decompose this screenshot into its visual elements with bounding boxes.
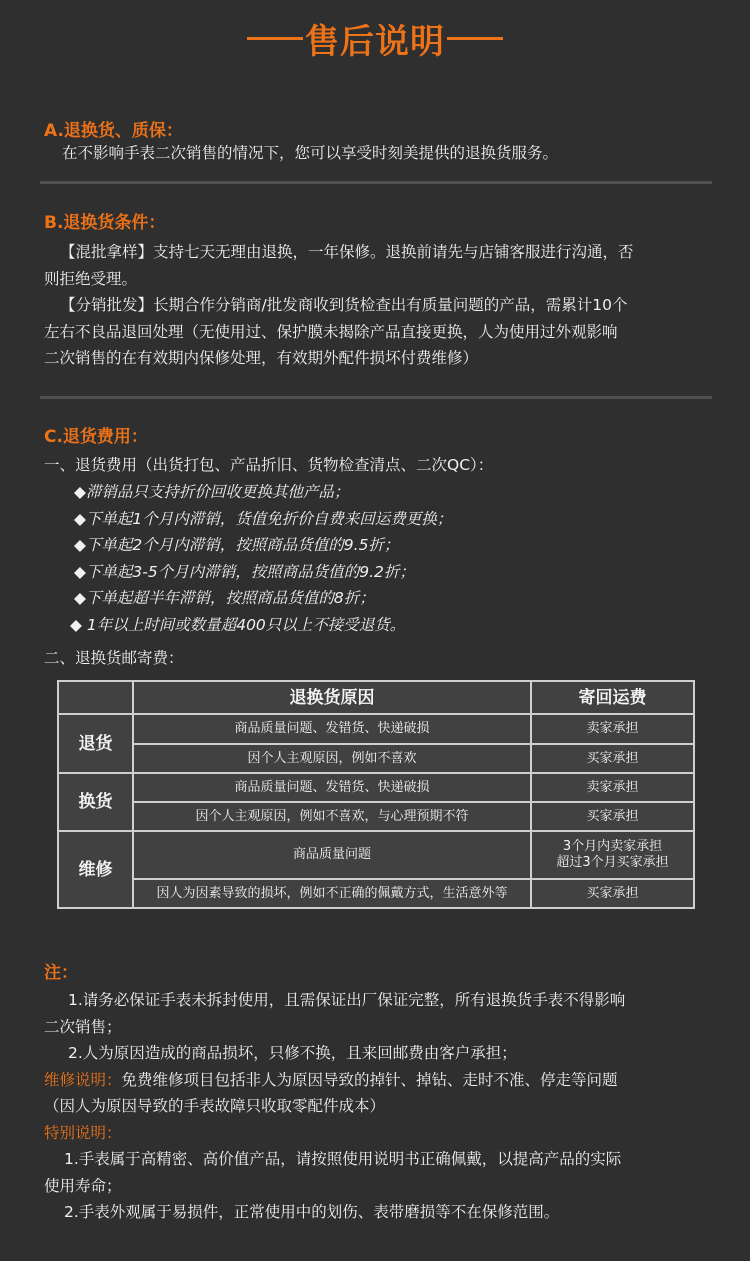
special-1-line2: 使用寿命； bbox=[44, 1176, 122, 1195]
section-c-heading: C.退货费用： bbox=[44, 427, 148, 447]
reason-cell: 因个人主观原因，例如不喜欢，与心理预期不符 bbox=[133, 802, 531, 831]
page-title bbox=[0, 14, 750, 63]
fee-cell bbox=[531, 831, 694, 879]
table-row bbox=[58, 831, 694, 879]
shipping-fee-table bbox=[57, 680, 695, 909]
notes-heading: 注： bbox=[44, 963, 78, 983]
return-fee-subheading: 一、退货费用（出货打包、产品折旧、货物检查清点、二次QC）： bbox=[44, 456, 494, 474]
table-header-row bbox=[58, 681, 694, 714]
notes-body bbox=[44, 987, 724, 1226]
table-header-cell: 退换货原因 bbox=[133, 681, 531, 714]
page-title-text: 售后说明 bbox=[305, 22, 445, 62]
bullet-item: ◆滞销品只支持折价回收更换其他产品； bbox=[74, 483, 350, 501]
section-a-heading: A.退换货、质保： bbox=[44, 121, 183, 141]
special-2: 2.手表外观属于易损件，正常使用中的划伤、表带磨损等不在保修范围。 bbox=[64, 1203, 560, 1221]
repair-text: 免费维修项目包括非人为原因导致的掉针、掉钻、走时不准、停走等问题 bbox=[121, 1070, 618, 1089]
table-header-cell bbox=[58, 681, 133, 714]
fee-cell: 买家承担 bbox=[531, 744, 694, 773]
fee-line: 超过3个月买家承担 bbox=[556, 855, 669, 870]
table-row bbox=[58, 714, 694, 744]
wholesale-line2: 左右不良品退回处理（无使用过、保护膜未揭除产品直接更换，人为使用过外观影响 bbox=[44, 322, 618, 341]
category-cell: 维修 bbox=[58, 831, 133, 908]
repair-label: 维修说明： bbox=[44, 1070, 122, 1089]
section-b-heading: B.退换货条件： bbox=[44, 213, 166, 233]
title-dash-left bbox=[247, 37, 303, 40]
special-label: 特别说明： bbox=[44, 1123, 122, 1142]
table-row bbox=[58, 879, 694, 908]
note-1-line1: 1.请务必保证手表未拆封使用，且需保证出厂保证完整，所有退换货手表不得影响 bbox=[68, 991, 626, 1009]
repair-note-line1 bbox=[44, 1067, 724, 1094]
reason-cell: 因个人主观原因，例如不喜欢 bbox=[133, 744, 531, 773]
fee-line: 3个月内卖家承担 bbox=[562, 839, 663, 854]
bullet-item: ◆下单起3-5个月内滞销，按照商品货值的9.2折； bbox=[74, 562, 415, 581]
bullet-list bbox=[70, 479, 453, 638]
reason-cell: 商品质量问题、发错货、快递破损 bbox=[133, 714, 531, 744]
fee-cell: 卖家承担 bbox=[531, 714, 694, 744]
table-header-cell: 寄回运费 bbox=[531, 681, 694, 714]
category-cell: 退货 bbox=[58, 714, 133, 773]
bullet-item: ◆下单起1个月内滞销，货值免折价自费来回运费更换； bbox=[74, 509, 453, 528]
mixed-batch-line2: 则拒绝受理。 bbox=[44, 269, 138, 288]
special-1-line1: 1.手表属于高精密、高价值产品，请按照使用说明书正确佩戴，以提高产品的实际 bbox=[64, 1150, 622, 1168]
divider bbox=[40, 181, 712, 184]
mixed-batch-line1: 【混批拿样】支持七天无理由退换，一年保修。退换前请先与店铺客服进行沟通，否 bbox=[60, 243, 634, 261]
note-1-line2: 二次销售； bbox=[44, 1017, 122, 1036]
note-2: 2.人为原因造成的商品损坏，只修不换，且来回邮费由客户承担； bbox=[68, 1044, 517, 1062]
wholesale-line3: 二次销售的在有效期内保修处理，有效期外配件损坏付费维修） bbox=[44, 349, 479, 367]
wholesale-line1: 【分销批发】长期合作分销商/批发商收到货检查出有质量问题的产品，需累计10个 bbox=[60, 296, 628, 314]
bullet-item: ◆下单起超半年滞销，按照商品货值的8折； bbox=[74, 589, 375, 607]
bullet-item: ◆ 1年以上时间或数量超400只以上不接受退货。 bbox=[70, 615, 406, 634]
section-a-body: 在不影响手表二次销售的情况下，您可以享受时刻美提供的退换货服务。 bbox=[62, 144, 559, 162]
repair-note-line2: （因人为原因导致的手表故障只收取零配件成本） bbox=[44, 1097, 386, 1115]
title-dash-right bbox=[447, 37, 503, 40]
fee-cell: 买家承担 bbox=[531, 802, 694, 831]
category-cell: 换货 bbox=[58, 773, 133, 831]
reason-cell: 商品质量问题、发错货、快递破损 bbox=[133, 773, 531, 802]
fee-cell: 买家承担 bbox=[531, 879, 694, 908]
reason-cell: 因人为因素导致的损坏，例如不正确的佩戴方式，生活意外等 bbox=[133, 879, 531, 908]
reason-cell: 商品质量问题 bbox=[133, 831, 531, 879]
section-b-body bbox=[44, 239, 724, 372]
shipping-fee-subheading: 二、退换货邮寄费： bbox=[44, 649, 184, 667]
divider bbox=[40, 396, 712, 399]
fee-cell: 卖家承担 bbox=[531, 773, 694, 802]
table-row bbox=[58, 744, 694, 773]
bullet-item: ◆下单起2个月内滞销，按照商品货值的9.5折； bbox=[74, 536, 400, 554]
table-row bbox=[58, 773, 694, 802]
table-row bbox=[58, 802, 694, 831]
